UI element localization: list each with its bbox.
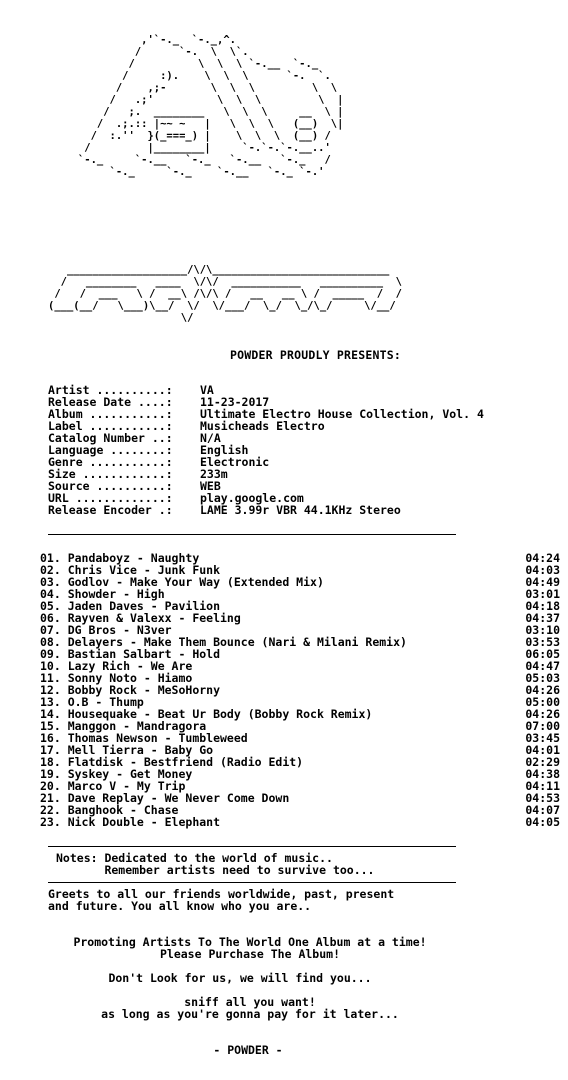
track-title: 02. Chris Vice - Junk Funk: [40, 563, 221, 577]
info-key: Release Date ....:: [48, 395, 173, 409]
track-title: 19. Syskey - Get Money: [40, 767, 193, 781]
track-title: 13. O.B - Thump: [40, 695, 144, 709]
track-title: 23. Nick Double - Elephant: [40, 815, 221, 829]
track-list: [40, 552, 560, 828]
separator-line: [48, 846, 456, 847]
track-duration: 03:45: [525, 731, 560, 745]
track-title: 06. Rayven & Valexx - Feeling: [40, 611, 241, 625]
track-title: 18. Flatdisk - Bestfriend (Radio Edit): [40, 755, 304, 769]
track-duration: 04:37: [525, 611, 560, 625]
info-value: Electronic: [200, 455, 270, 469]
signature-text: - POWDER -: [213, 1043, 283, 1057]
info-value: 11-23-2017: [200, 395, 270, 409]
track-duration: 04:03: [525, 563, 560, 577]
separator-line: [48, 534, 456, 535]
track-duration: 04:07: [525, 803, 560, 817]
track-title: 05. Jaden Daves - Pavilion: [40, 599, 221, 613]
info-row: [48, 504, 484, 516]
info-key: Source ..........:: [48, 479, 173, 493]
track-duration: 05:00: [525, 695, 560, 709]
info-value: N/A: [200, 431, 221, 445]
info-key: Release Encoder .:: [48, 503, 173, 517]
track-title: 15. Manggon - Mandragora: [40, 719, 207, 733]
info-value: WEB: [200, 479, 221, 493]
info-key: Catalog Number ..:: [48, 431, 173, 445]
info-key: Language ........:: [48, 443, 173, 457]
track-title: 03. Godlov - Make Your Way (Extended Mix): [40, 575, 324, 589]
greets-text: Greets to all our friends worldwide, past, present and future. You all know who you are..: [48, 887, 395, 913]
track-duration: 03:10: [525, 623, 560, 637]
track-duration: 04:24: [525, 551, 560, 565]
info-value: Musicheads Electro: [200, 419, 325, 433]
info-key: Genre ...........:: [48, 455, 173, 469]
info-value: play.google.com: [200, 491, 304, 505]
track-title: 04. Showder - High: [40, 587, 165, 601]
track-row: [40, 816, 560, 828]
track-title: 11. Sonny Noto - Hiamo: [40, 671, 193, 685]
ascii-art-disk-illustration: ,'`-._ `-._,^. / `-. \ \`. / \ \ \ `-.__ `-._ / :). \ \ \ `-. `. / ,;- \ \ \ \ \ / .;' \ \ \ \ | / ;. ________ \ \ \ __ \ | / .;.:: |~~ ~ | \ \ \ (__) \| / :.'' }(_===_) | \ \ \ (__) / / |________| `-.`-.`-.__..' `-._ `-.__ `-._ `-.__ `-._ / `-._ `-._ `-.__ `-._ `-.': [77, 34, 344, 178]
info-key: Album ...........:: [48, 407, 173, 421]
track-title: 07. DG Bros - N3ver: [40, 623, 172, 637]
info-value: Ultimate Electro House Collection, Vol. 4: [200, 407, 484, 421]
promoting-text: Promoting Artists To The World One Album at a time! Please Purchase The Album!: [73, 935, 427, 961]
track-duration: 06:05: [525, 647, 560, 661]
track-title: 12. Bobby Rock - MeSoHorny: [40, 683, 221, 697]
track-title: 21. Dave Replay - We Never Come Down: [40, 791, 290, 805]
track-duration: 05:03: [525, 671, 560, 685]
presents-heading: POWDER PROUDLY PRESENTS:: [230, 348, 401, 362]
track-title: 22. Banghook - Chase: [40, 803, 179, 817]
track-duration: 04:18: [525, 599, 560, 613]
info-value: English: [200, 443, 249, 457]
track-duration: 03:53: [525, 635, 560, 649]
notes-text: Notes: Dedicated to the world of music.. Remember artists need to survive too...: [56, 851, 375, 877]
info-key: Label ...........:: [48, 419, 173, 433]
track-duration: 07:00: [525, 719, 560, 733]
track-duration: 04:47: [525, 659, 560, 673]
info-key: Size ............:: [48, 467, 173, 481]
track-duration: 04:11: [525, 779, 560, 793]
ascii-logo-powder: ___________________/\/\____________________________ / ________ ____ \/\/ ___________ __________ \ / / ___ \ / __\ /\/\ / __ __ \ / _____ / / (___(__/ \___)\__/ \/ \/___/ \_/ \_/\_/ \/__/ \/: [48, 264, 403, 324]
track-duration: 04:26: [525, 683, 560, 697]
track-duration: 04:26: [525, 707, 560, 721]
track-duration: 04:01: [525, 743, 560, 757]
track-title: 14. Housequake - Beat Ur Body (Bobby Rock Remix): [40, 707, 373, 721]
track-duration: 03:01: [525, 587, 560, 601]
info-value: 233m: [200, 467, 228, 481]
track-title: 10. Lazy Rich - We Are: [40, 659, 193, 673]
track-duration: 04:53: [525, 791, 560, 805]
track-duration: 04:38: [525, 767, 560, 781]
track-title: 08. Delayers - Make Them Bounce (Nari & Milani Remix): [40, 635, 407, 649]
release-info: [48, 384, 484, 516]
track-duration: 02:29: [525, 755, 560, 769]
track-duration: 04:05: [525, 815, 560, 829]
track-duration: 04:49: [525, 575, 560, 589]
track-title: 09. Bastian Salbart - Hold: [40, 647, 221, 661]
separator-line: [48, 882, 456, 883]
info-value: LAME 3.99r VBR 44.1KHz Stereo: [200, 503, 401, 517]
sniff-text: sniff all you want! as long as you're gonna pay for it later...: [101, 995, 399, 1021]
track-title: 01. Pandaboyz - Naughty: [40, 551, 200, 565]
info-value: VA: [200, 383, 214, 397]
info-key: Artist ..........:: [48, 383, 173, 397]
track-title: 16. Thomas Newson - Tumbleweed: [40, 731, 248, 745]
track-title: 20. Marco V - My Trip: [40, 779, 186, 793]
track-title: 17. Mell Tierra - Baby Go: [40, 743, 214, 757]
dont-look-text: Don't Look for us, we will find you...: [108, 971, 372, 985]
info-key: URL .............:: [48, 491, 173, 505]
